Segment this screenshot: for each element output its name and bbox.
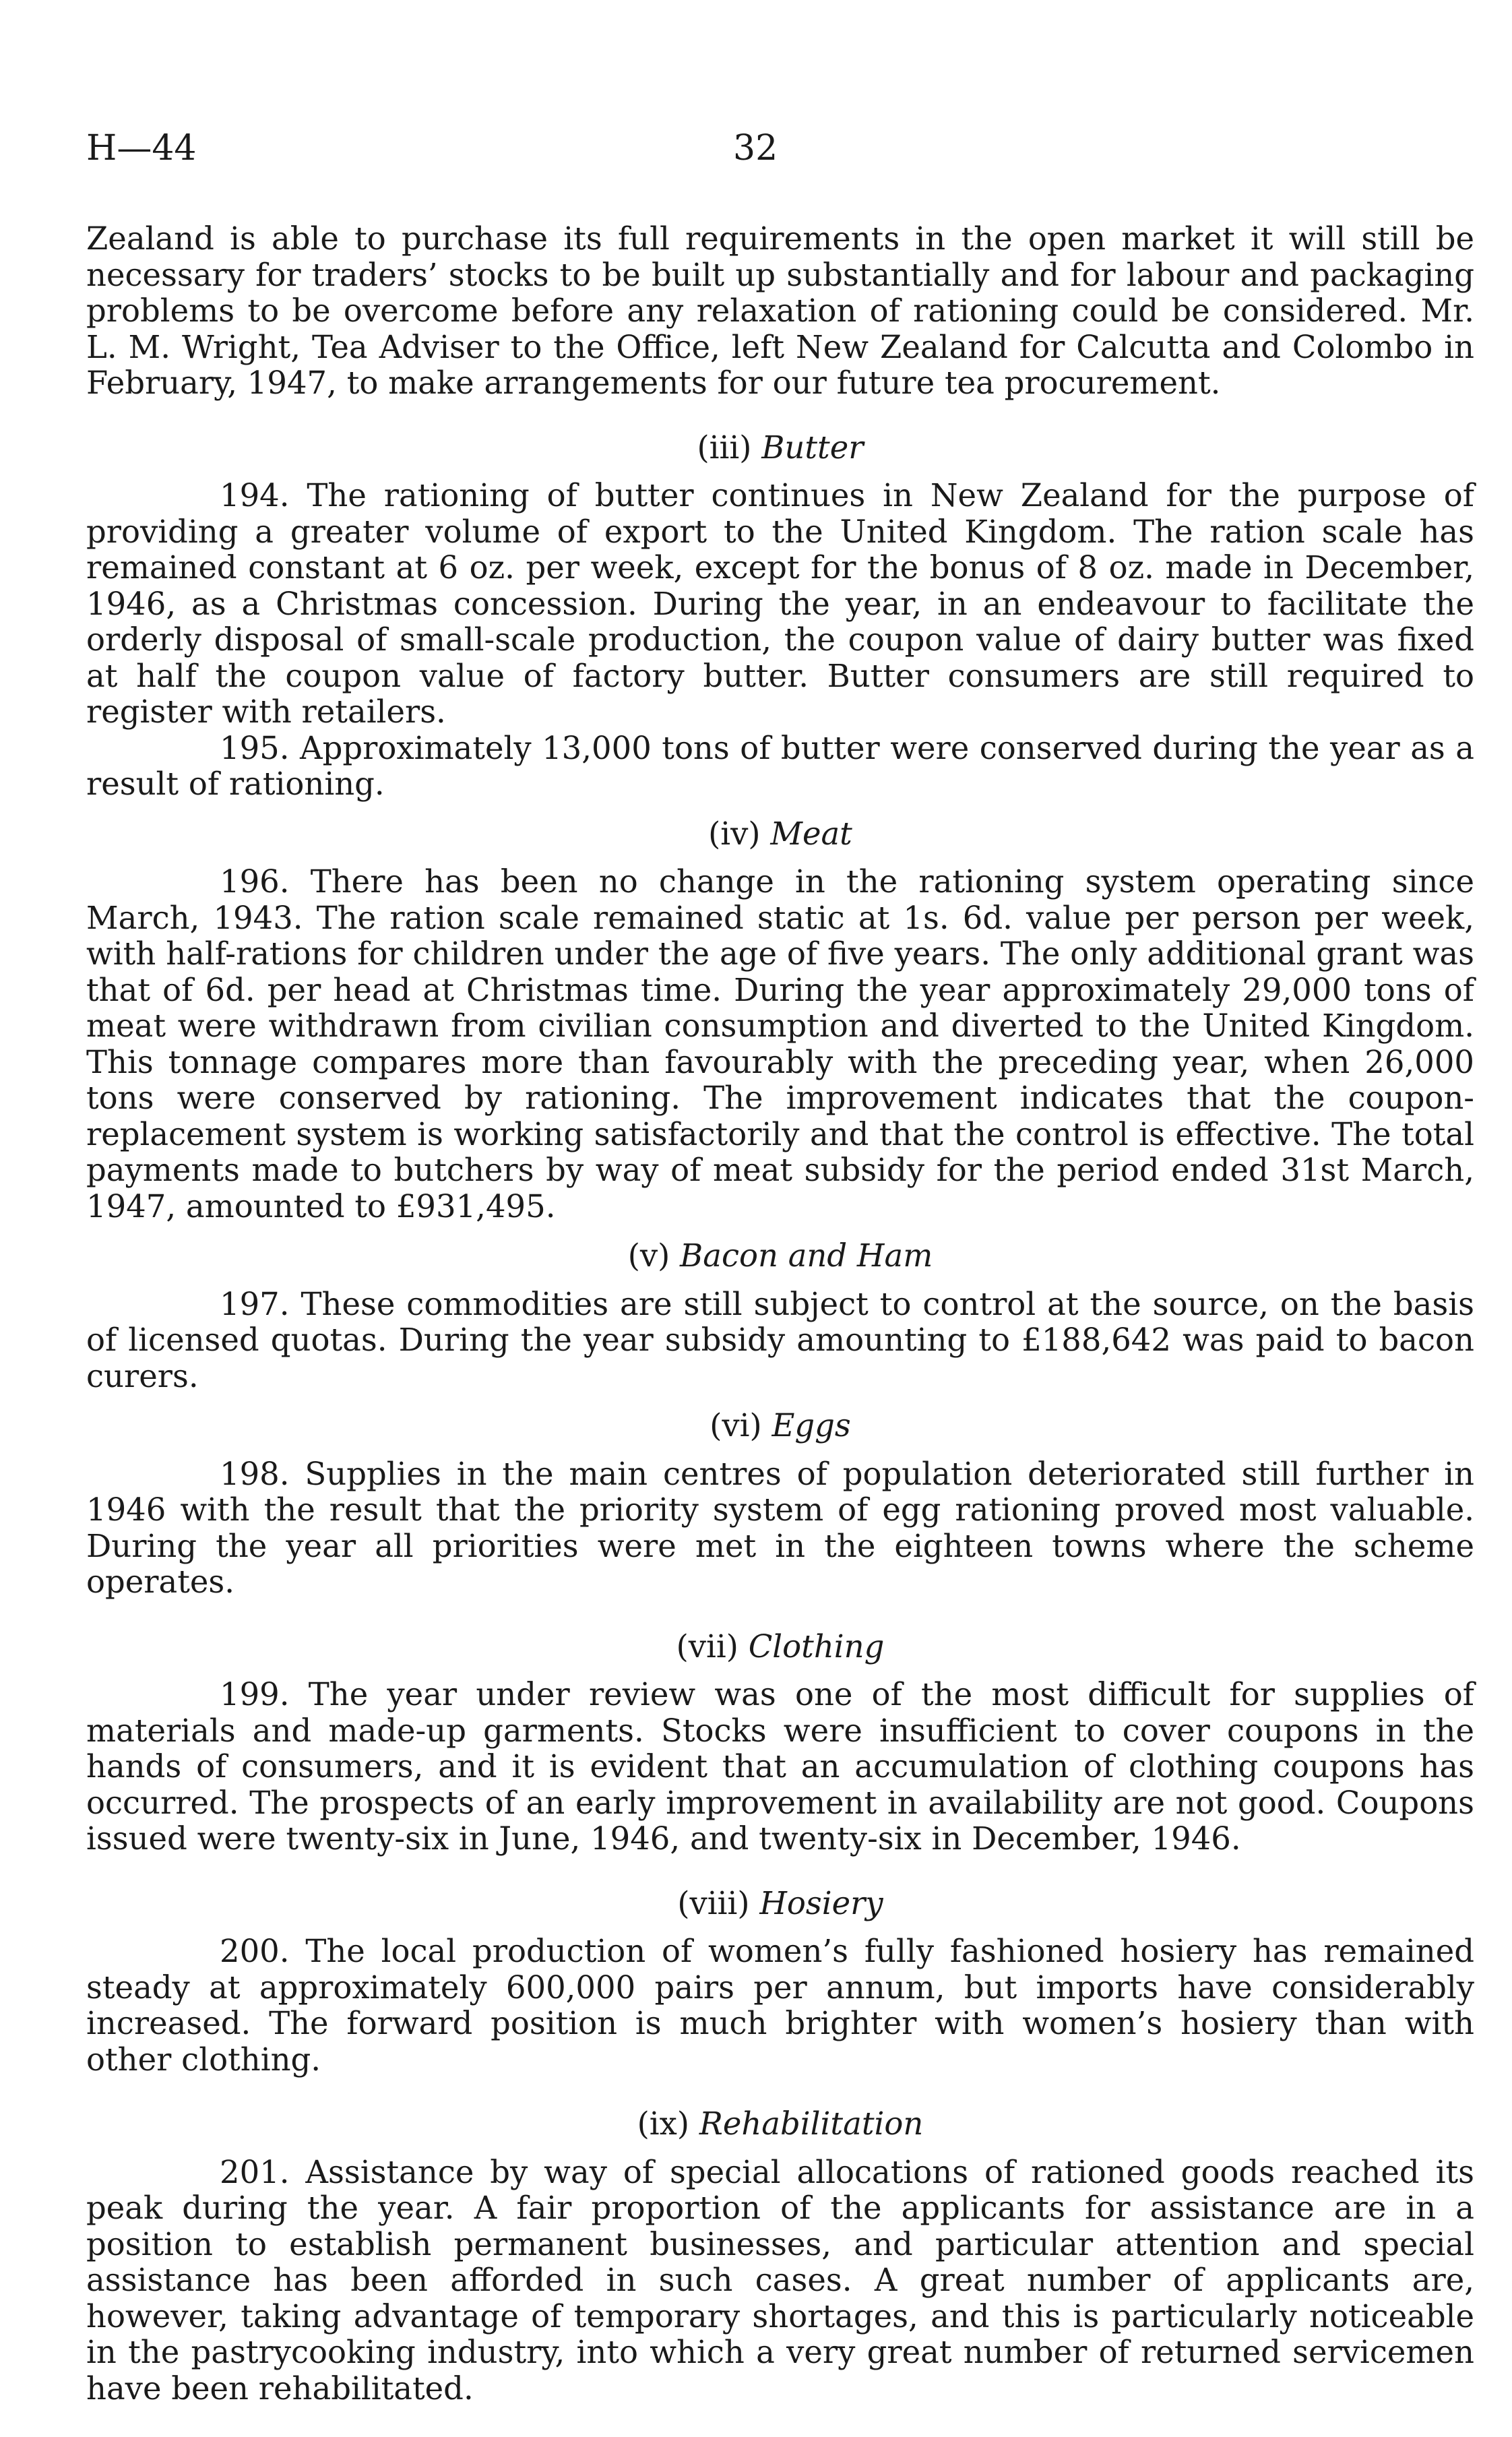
section-heading-clothing: [86, 1629, 1474, 1665]
paragraph-196: 196. There has been no change in the rationing system operating since March, 1943. The ration scale remained static at 1s. 6d. value per person per week, with half-rations for children under the age of five years. The only additional grant was that of 6d. per head at Christmas time. During the year approximately 29,000 tons of meat were withdrawn from civilian consumption and diverted to the United Kingdom. This tonnage compares more than favourably with the preceding year, when 26,000 tons were conserved by rationing. The improvement indicates that the coupon-replacement system is working satisfactorily and that the control is effective. The total payments made to butchers by way of meat subsidy for the period ended 31st March, 1947, amounted to £931,495.: [86, 863, 1474, 1225]
section-numeral: (viii): [677, 1884, 750, 1921]
section-numeral: (ix): [637, 2105, 690, 2142]
section-numeral: (vii): [676, 1628, 738, 1665]
section-heading-eggs: [86, 1408, 1474, 1444]
paragraph-200: 200. The local production of women’s fully fashioned hosiery has remained steady at approximately 600,000 pairs per annum, but imports have considerably increased. The forward position is much brighter with women’s hosiery than with other clothing.: [86, 1933, 1474, 2078]
section-title: Bacon and Ham: [680, 1237, 933, 1274]
paragraph-194: 194. The rationing of butter continues in New Zealand for the purpose of providing a greater volume of export to the United Kingdom. The ration scale has remained constant at 6 oz. per week, except for the bonus of 8 oz. made in December, 1946, as a Christmas concession. During the year, in an endeavour to facilitate the orderly disposal of small-scale production, the coupon value of dairy butter was fixed at half the coupon value of factory butter. Butter consumers are still required to register with retailers.: [86, 477, 1474, 730]
section-heading-rehabilitation: [86, 2106, 1474, 2142]
document-body: [86, 221, 1474, 2407]
section-title: Clothing: [748, 1628, 885, 1665]
section-numeral: (iv): [708, 815, 761, 852]
paragraph-198: 198. Supplies in the main centres of population deteriorated still further in 1946 with the result that the priority system of egg rationing proved most valuable. During the year all priorities were met in the eighteen towns where the scheme operates.: [86, 1455, 1474, 1600]
paragraph-197: 197. These commodities are still subject to control at the source, on the basis of licensed quotas. During the year subsidy amounting to £188,642 was paid to bacon curers.: [86, 1285, 1474, 1394]
section-title: Eggs: [771, 1407, 851, 1444]
paragraph-199: 199. The year under review was one of the most difficult for supplies of materials and made-up garments. Stocks were insufficient to cover coupons in the hands of consumers, and it is evident that an accumulation of clothing coupons has occurred. The prospects of an early improvement in availability are not good. Coupons issued were twenty-six in June, 1946, and twenty-six in December, 1946.: [86, 1676, 1474, 1857]
paragraph-195: 195. Approximately 13,000 tons of butter were conserved during the year as a result of rationing.: [86, 729, 1474, 802]
section-numeral: (vi): [710, 1407, 762, 1444]
section-numeral: (v): [627, 1237, 670, 1274]
section-heading-hosiery: [86, 1886, 1474, 1922]
section-title: Meat: [770, 815, 852, 852]
section-title: Hosiery: [759, 1884, 883, 1921]
section-numeral: (iii): [697, 429, 752, 466]
section-heading-bacon-and-ham: [86, 1238, 1474, 1274]
paragraph-201: 201. Assistance by way of special allocations of rationed goods reached its peak during the year. A fair proportion of the applicants for assistance are in a position to establish permanent businesses, and particular attention and special assistance has been afforded in such cases. A great number of applicants are, however, taking advantage of temporary shortages, and this is particularly noticeable in the pastrycooking industry, into which a very great number of returned servicemen have been rehabilitated.: [86, 2153, 1474, 2407]
section-heading-meat: [86, 816, 1474, 853]
document-reference: H—44: [86, 128, 197, 168]
section-title: Butter: [761, 429, 864, 466]
intro-paragraph: Zealand is able to purchase its full requirements in the open market it will still be necessary for traders’ stocks to be built up substantially and for labour and packaging problems to be overcome before any relaxation of rationing could be considered. Mr. L. M. Wright, Tea Adviser to the Office, left New Zealand for Calcutta and Colombo in February, 1947, to make arrangements for our future tea procurement.: [86, 220, 1474, 401]
page-header: [86, 128, 1474, 182]
page-number: 32: [733, 128, 778, 168]
section-heading-butter: [86, 430, 1474, 466]
section-title: Rehabilitation: [699, 2105, 924, 2142]
